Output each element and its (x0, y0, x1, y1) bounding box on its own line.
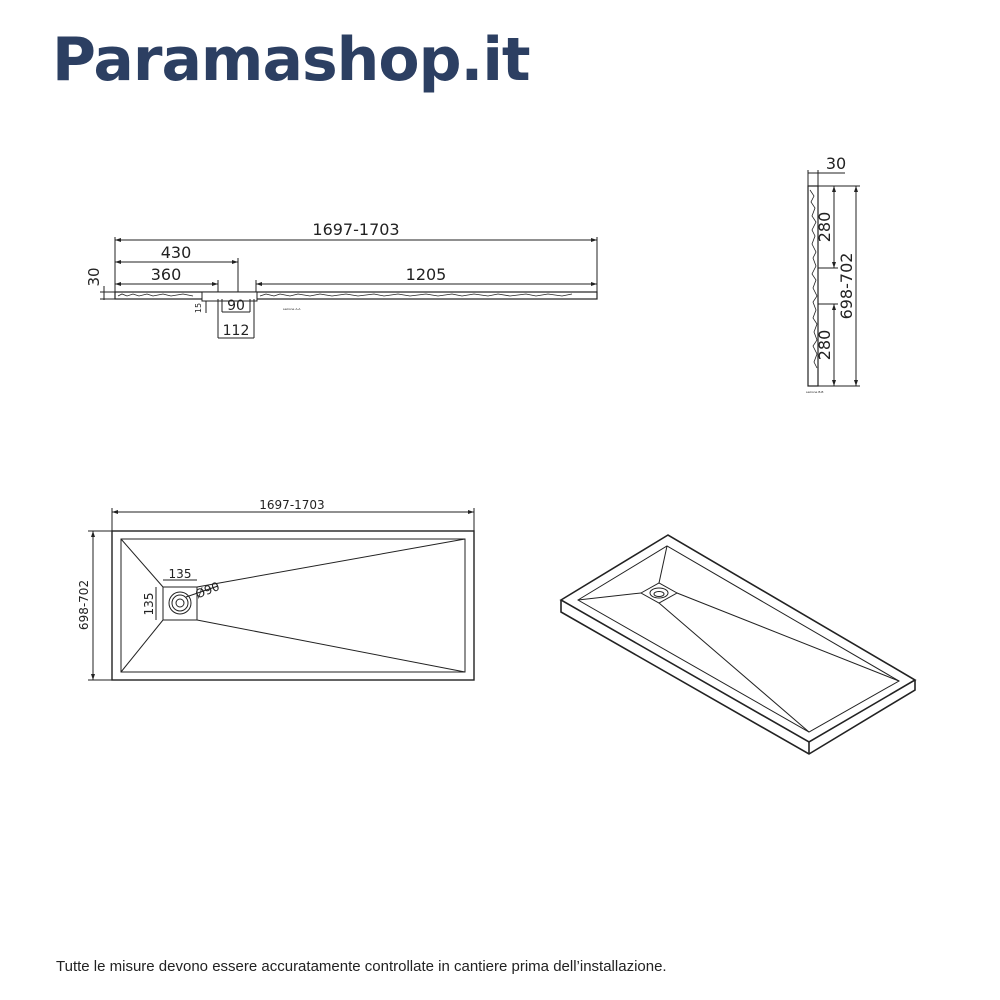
side-drain-depth-label: 15 (194, 302, 203, 314)
side-drain-outer-label: 112 (222, 323, 250, 339)
side-drain-width-label: 90 (227, 298, 245, 314)
end-width-label: 698-702 (837, 252, 856, 320)
plan-length-label: 1697-1703 (259, 498, 325, 512)
end-half-top-label: 280 (815, 211, 834, 243)
side-drain-edge-label: 360 (150, 265, 182, 284)
side-overall-length-label: 1697-1703 (312, 220, 400, 239)
end-half-bottom-label: 280 (815, 329, 834, 361)
side-right-length-label: 1205 (405, 265, 447, 284)
footer-note: Tutte le misure devono essere accuratamente controllate in cantiere prima dell’installazione. (56, 958, 667, 975)
isometric-view (561, 535, 915, 754)
svg-text:sezione A-A: sezione A-A (283, 307, 301, 311)
plan-drain-box-h-label: 135 (142, 592, 156, 616)
side-drain-offset-label: 430 (160, 243, 192, 262)
side-height-label: 30 (85, 267, 103, 287)
end-height-label: 30 (825, 154, 847, 173)
plan-width-label: 698-702 (77, 579, 91, 631)
svg-text:sezione B-B: sezione B-B (806, 390, 824, 394)
brand-logo: Paramashop.it (52, 25, 530, 95)
plan-drain-box-w-label: 135 (168, 567, 192, 581)
plan-drain-diameter-label: Ø90 (193, 579, 222, 602)
